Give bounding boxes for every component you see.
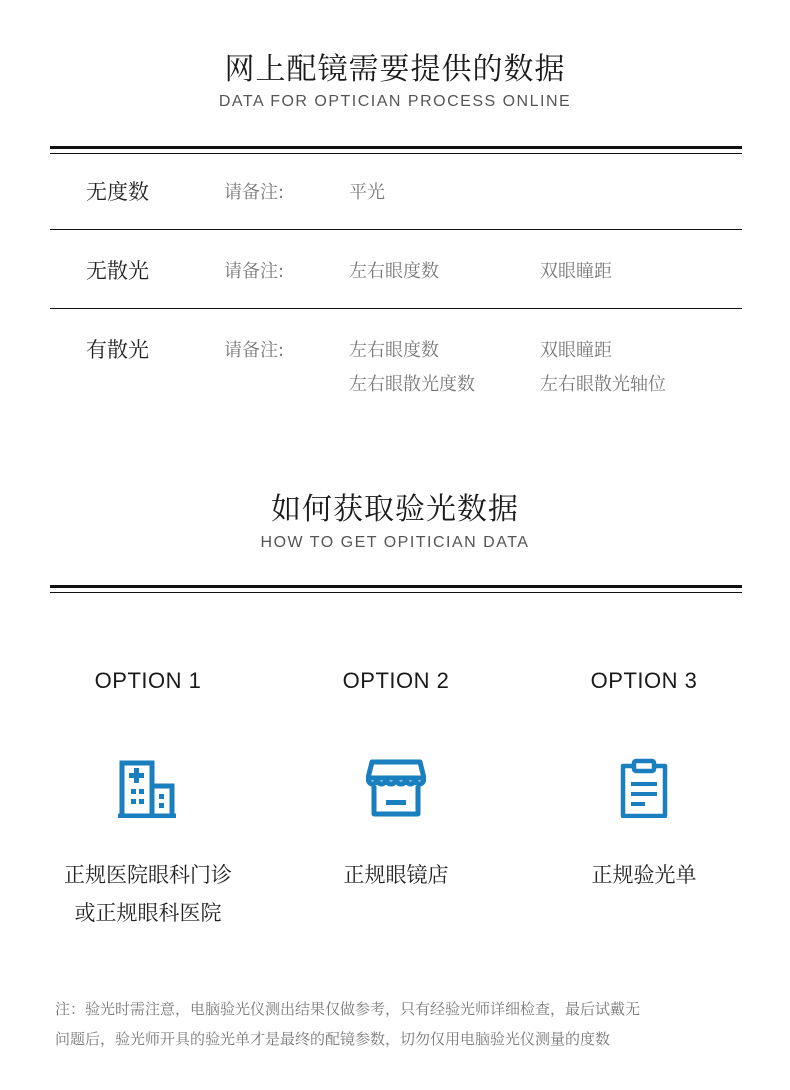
option-2 <box>276 668 516 887</box>
option-text: 正规眼镜店 <box>343 863 449 887</box>
divider-thick <box>50 585 742 588</box>
footnote-line: 问题后，验光师开具的验光单才是最终的配镜参数，切勿仅用电脑验光仪测量的度数 <box>55 1030 611 1048</box>
divider-thin <box>50 592 742 593</box>
row-note: 请备注: <box>224 340 285 361</box>
option-heading: OPTION 2 <box>342 668 450 693</box>
section-title-how: 如何获取验光数据 <box>271 492 519 527</box>
divider-thick <box>50 146 742 149</box>
option-text: 正规医院眼科门诊 <box>64 863 232 887</box>
row-label: 无度数 <box>86 180 149 204</box>
row-value: 双眼瞳距 <box>540 261 612 282</box>
store-icon <box>366 758 426 818</box>
divider-thin <box>50 153 742 154</box>
row-value: 平光 <box>349 182 385 203</box>
row-note: 请备注: <box>224 182 285 203</box>
row-value: 左右眼度数 <box>349 261 439 282</box>
row-value: 双眼瞳距 <box>540 340 612 361</box>
row-label: 无散光 <box>86 259 149 283</box>
row-value: 左右眼散光度数 <box>349 374 475 395</box>
option-heading: OPTION 3 <box>590 668 698 693</box>
option-1 <box>28 668 268 925</box>
section-subtitle-how: HOW TO GET OPITICIAN DATA <box>260 534 530 551</box>
row-value: 左右眼度数 <box>349 340 439 361</box>
option-3 <box>524 668 764 887</box>
section-subtitle-data: DATA FOR OPTICIAN PROCESS ONLINE <box>218 93 572 110</box>
option-text: 正规验光单 <box>591 863 697 887</box>
row-value: 左右眼散光轴位 <box>540 374 666 395</box>
footnote-line: 注：验光时需注意，电脑验光仪测出结果仅做参考，只有经验光师详细检查，最后试戴无 <box>55 1000 641 1018</box>
row-label: 有散光 <box>86 338 149 362</box>
row-note: 请备注: <box>224 261 285 282</box>
row-divider <box>50 229 742 230</box>
clipboard-icon <box>614 758 674 818</box>
section-title-data: 网上配镜需要提供的数据 <box>224 52 566 87</box>
row-divider <box>50 308 742 309</box>
option-text: 或正规眼科医院 <box>74 901 222 925</box>
hospital-icon <box>118 758 178 818</box>
option-heading: OPTION 1 <box>94 668 202 693</box>
